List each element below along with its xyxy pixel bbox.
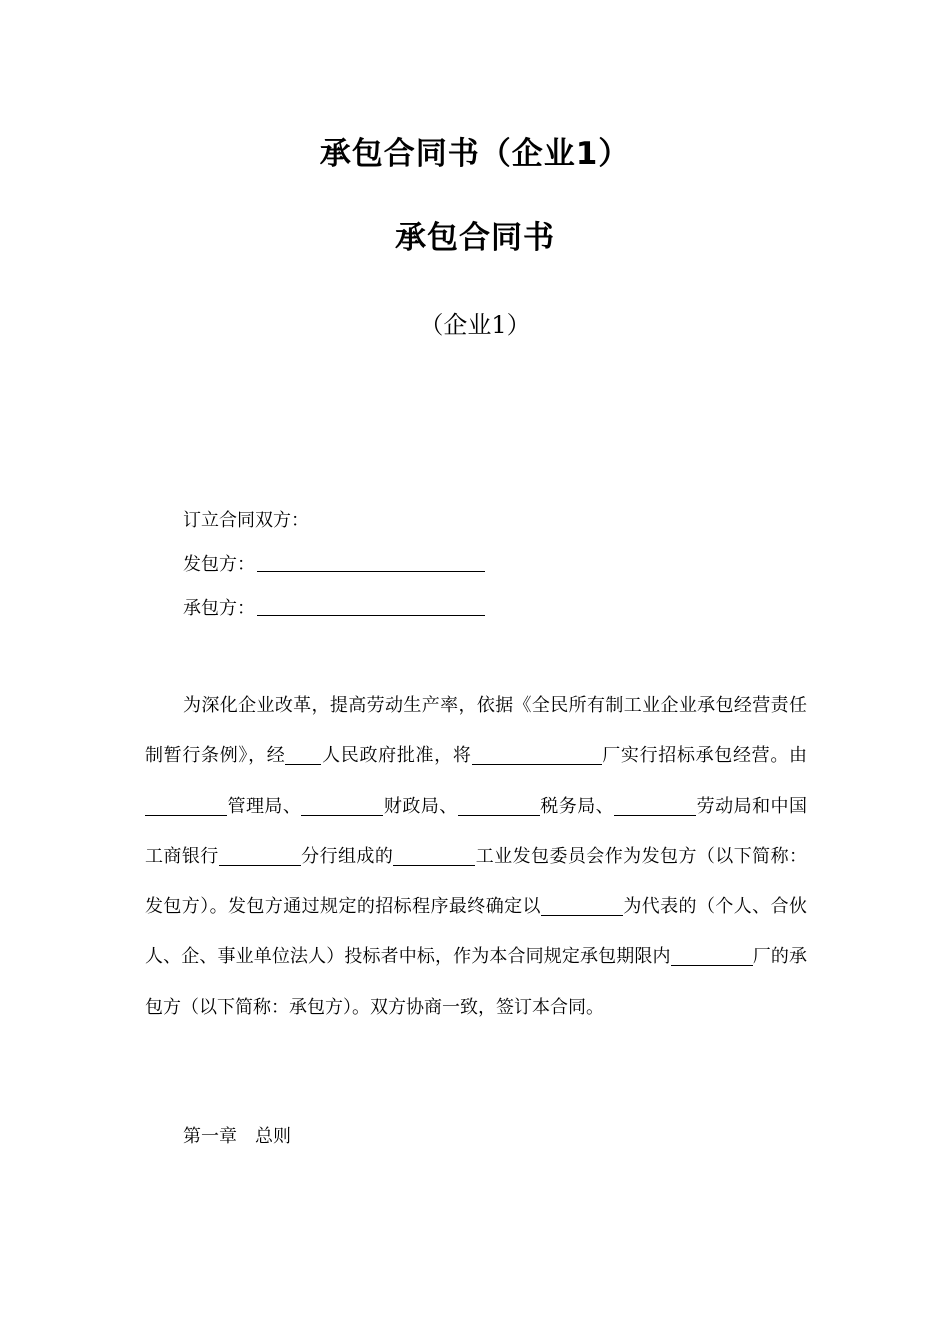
blank [541,897,623,916]
parties-heading: 订立合同双方： [183,510,309,531]
preamble-text-9: 工业发包委员会作为发包方（以下简称：发包方）。发包方通过规定的招标程序最终确定以 [145,845,808,918]
preamble-paragraph [145,681,807,1033]
employer-blank [257,553,485,572]
preamble-text-2: 人民政府批准，将 [321,745,472,767]
preamble-text-7: 劳动局和中国工商银行 [145,795,808,867]
preamble-text-6: 税务局、 [539,795,615,817]
blank [301,797,383,816]
blank [393,847,475,866]
employer-label: 发包方： [183,554,255,575]
preamble-text-8: 分行组成的 [300,845,394,867]
document-subtitle: 承包合同书 [395,220,555,256]
blank [285,746,321,765]
chapter-heading: 第一章 总则 [183,1126,291,1147]
blank [145,797,227,816]
employer-line [183,553,485,577]
blank [671,947,753,966]
preamble-text-1: 为深化企业改革，提高劳动生产率，依据《全民所有制工业企业承包经营责任制暂行条例》，经 [145,695,807,767]
blank [614,797,696,816]
contractor-label: 承包方： [183,598,255,619]
document-title: 承包合同书（企业1） [319,136,631,172]
preamble-text-4: 管理局、 [227,795,302,817]
blank [472,746,602,765]
preamble-text-5: 财政局、 [383,795,458,817]
blank [458,797,540,816]
preamble-text-3: 厂实行招标承包经营。由 [601,745,808,767]
contractor-blank [257,597,485,616]
blank [219,847,301,866]
preamble-text-10: 为代表的（个人、合伙人、企、事业单位法人）投标者中标，作为本合同规定承包期限内 [145,896,807,968]
document-subtitle-parenthetical: （企业1） [419,311,531,339]
contractor-line [183,597,485,621]
preamble-text-11: 厂的承包方（以下简称：承包方）。双方协商一致，签订本合同。 [145,946,807,1018]
